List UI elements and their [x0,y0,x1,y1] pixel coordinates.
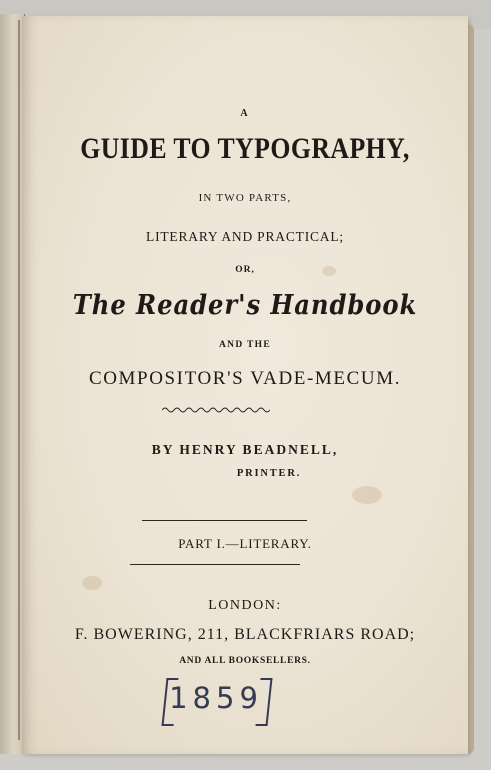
author-line: BY HENRY BEADNELL, [151,442,339,457]
literary-practical-line: LITERARY AND PRACTICAL; [146,229,344,244]
rule-below-part [130,564,300,565]
foxing-spot [82,576,102,590]
main-title: GUIDE TO TYPOGRAPHY, [80,132,410,165]
and-the-line: AND THE [219,340,271,350]
or-line: OR, [235,265,255,275]
handbook-title: The Reader's Handbook [72,290,418,321]
imprint-city: LONDON: [208,598,282,613]
rule-above-part [142,520,307,521]
binding-gutter [18,20,20,740]
title-article: A [240,108,250,119]
compositor-title: COMPOSITOR'S VADE-MECUM. [88,368,402,389]
foxing-spot [352,486,382,504]
ornamental-rule [162,406,270,414]
title-page [22,16,468,754]
part-heading: PART I.—LITERARY. [178,536,312,551]
author-occupation: PRINTER. [236,468,302,479]
imprint-sellers: AND ALL BOOKSELLERS. [179,656,311,666]
handwritten-date: 1859 [169,681,263,715]
parts-line: IN TWO PARTS, [198,192,292,204]
imprint-publisher: F. BOWERING, 211, BLACKFRIARS ROAD; [74,626,416,643]
